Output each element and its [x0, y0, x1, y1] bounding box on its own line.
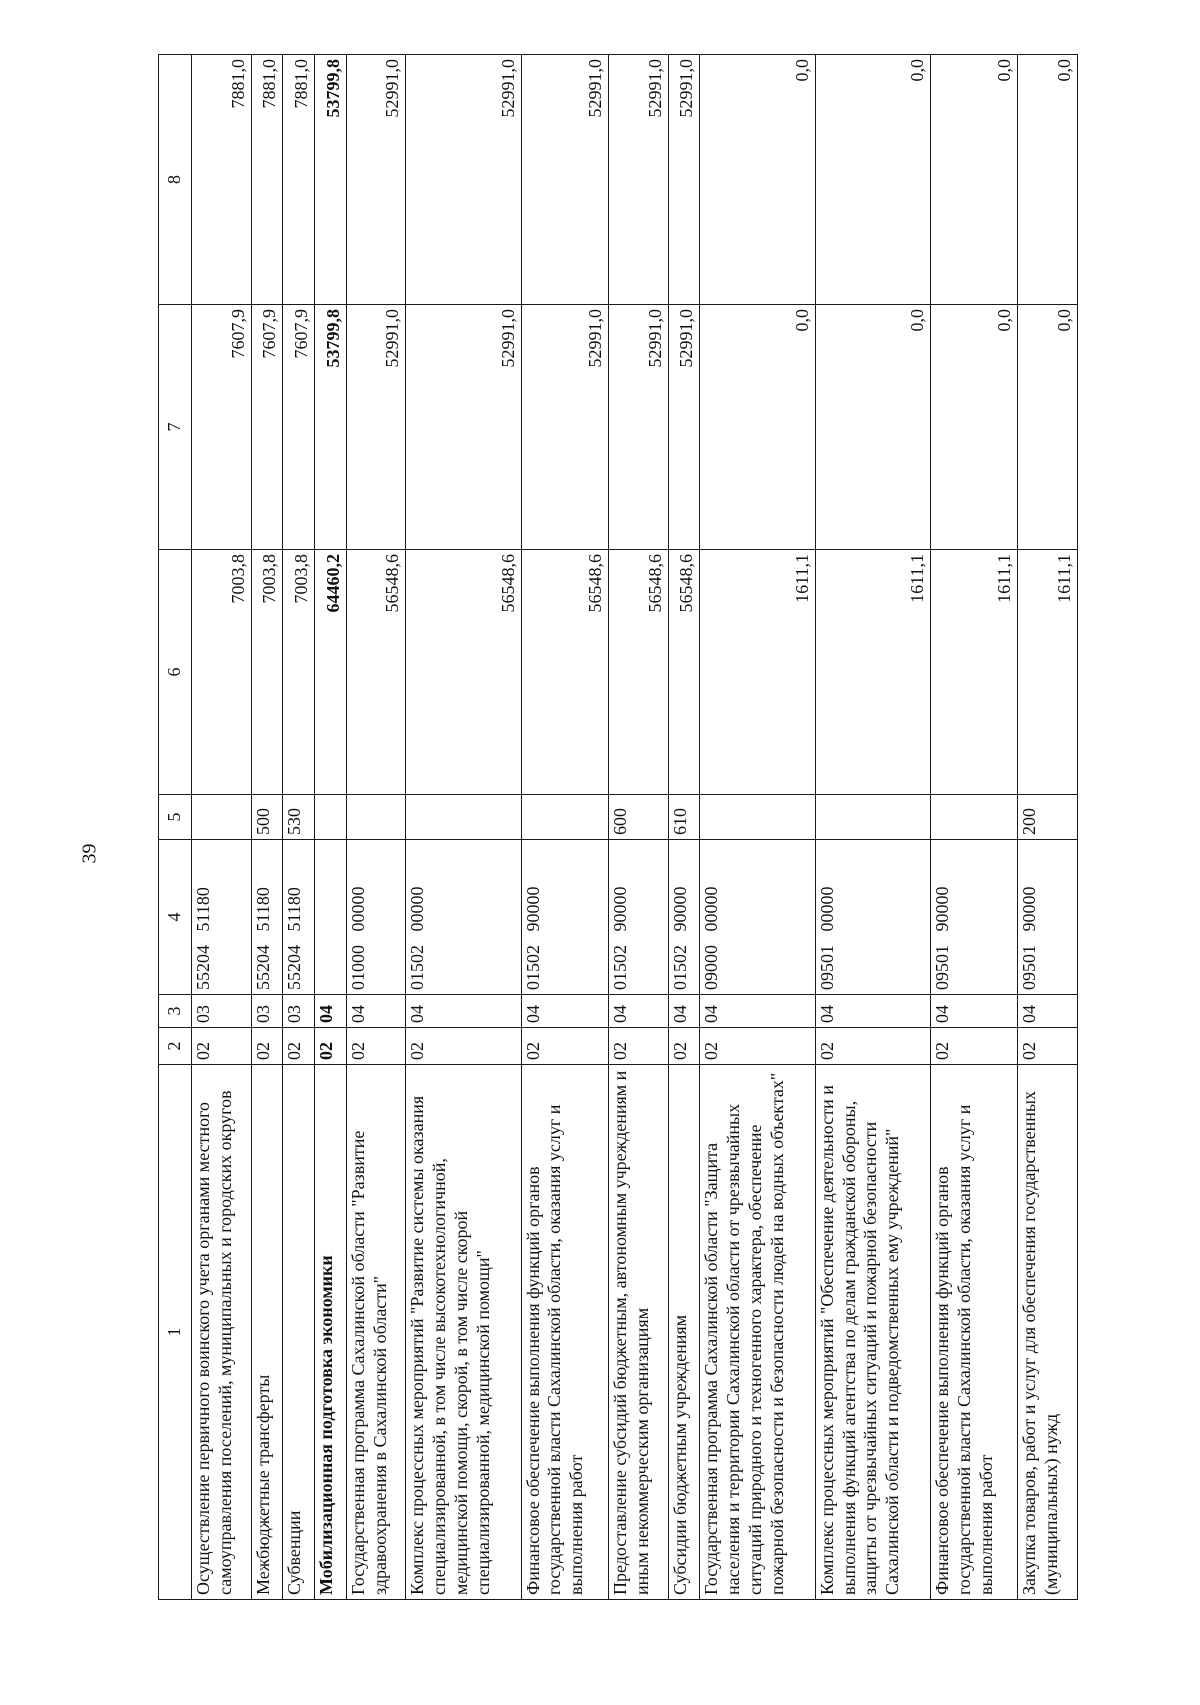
- row-col2-cell: 02: [608, 1028, 668, 1065]
- row-col4-cell: 01502 90000: [608, 840, 668, 995]
- table-row: [700, 55, 815, 1600]
- row-name-cell: Осуществление первичного воинского учета органами местного самоуправления поселений, муниципальных и городских округов: [192, 1065, 252, 1600]
- header-cell-8: 8: [159, 55, 192, 305]
- row-col6-cell: 64460,2: [314, 550, 346, 795]
- header-row: [159, 55, 192, 1600]
- row-col2-cell: 02: [283, 1028, 315, 1065]
- row-name-cell: Предоставление субсидий бюджетным, автономным учреждениям и иным некоммерческим организациям: [608, 1065, 668, 1600]
- row-col6-cell: 1611,1: [930, 550, 1017, 795]
- row-col4-cell: [314, 840, 346, 995]
- header-cell-1: 1: [159, 1065, 192, 1600]
- row-col7-cell: 0,0: [700, 305, 815, 550]
- row-col8-cell: 0,0: [930, 55, 1017, 305]
- table-row: [930, 55, 1017, 1600]
- row-col6-cell: 7003,8: [192, 550, 252, 795]
- row-col7-cell: 7607,9: [251, 305, 283, 550]
- row-col7-cell: 52991,0: [406, 305, 521, 550]
- row-col4-cell: 09501 90000: [1018, 840, 1078, 995]
- table-row: [283, 55, 315, 1600]
- row-col6-cell: 56548,6: [608, 550, 668, 795]
- header-cell-5: 5: [159, 795, 192, 840]
- row-col6-cell: 1611,1: [1018, 550, 1078, 795]
- row-col5-cell: 610: [668, 795, 700, 840]
- row-col6-cell: 56548,6: [668, 550, 700, 795]
- row-col8-cell: 52991,0: [521, 55, 608, 305]
- table-body: [192, 55, 1078, 1600]
- row-col5-cell: [314, 795, 346, 840]
- row-col4-cell: 01502 90000: [668, 840, 700, 995]
- row-col3-cell: 04: [314, 995, 346, 1028]
- header-cell-6: 6: [159, 550, 192, 795]
- table-row: [346, 55, 406, 1600]
- row-col3-cell: 04: [346, 995, 406, 1028]
- row-col8-cell: 52991,0: [346, 55, 406, 305]
- row-col5-cell: [192, 795, 252, 840]
- row-col8-cell: 52991,0: [668, 55, 700, 305]
- row-col7-cell: 0,0: [930, 305, 1017, 550]
- row-col3-cell: 04: [668, 995, 700, 1028]
- row-col3-cell: 03: [251, 995, 283, 1028]
- rotated-page: [158, 55, 1078, 1600]
- table-row: [521, 55, 608, 1600]
- row-col3-cell: 04: [815, 995, 930, 1028]
- header-cell-2: 2: [159, 1028, 192, 1065]
- row-col8-cell: 7881,0: [192, 55, 252, 305]
- row-col2-cell: 02: [251, 1028, 283, 1065]
- row-col4-cell: 55204 51180: [251, 840, 283, 995]
- row-col8-cell: 7881,0: [283, 55, 315, 305]
- row-col4-cell: 55204 51180: [192, 840, 252, 995]
- budget-table: [158, 54, 1078, 1600]
- row-col2-cell: 02: [700, 1028, 815, 1065]
- row-col8-cell: 0,0: [1018, 55, 1078, 305]
- row-col2-cell: 02: [406, 1028, 521, 1065]
- row-col5-cell: [521, 795, 608, 840]
- row-col3-cell: 04: [608, 995, 668, 1028]
- row-col8-cell: 0,0: [700, 55, 815, 305]
- row-col2-cell: 02: [346, 1028, 406, 1065]
- row-name-cell: Финансовое обеспечение выполнения функций органов государственной власти Сахалинской области, оказания услуг и выполнения работ: [521, 1065, 608, 1600]
- row-col5-cell: 600: [608, 795, 668, 840]
- row-col5-cell: [815, 795, 930, 840]
- row-col7-cell: 7607,9: [283, 305, 315, 550]
- row-col7-cell: 7607,9: [192, 305, 252, 550]
- row-col3-cell: 04: [700, 995, 815, 1028]
- row-col6-cell: 7003,8: [283, 550, 315, 795]
- row-col7-cell: 52991,0: [608, 305, 668, 550]
- row-col2-cell: 02: [930, 1028, 1017, 1065]
- header-cell-3: 3: [159, 995, 192, 1028]
- row-col5-cell: [700, 795, 815, 840]
- table-row: [668, 55, 700, 1600]
- row-name-cell: Комплекс процессных мероприятий "Обеспечение деятельности и выполнения функций агентства по делам гражданской обороны, защиты от чрезвычайных ситуаций и пожарной безопасности Сахалинской области и подведомственных ему учреждений": [815, 1065, 930, 1600]
- row-name-cell: Государственная программа Сахалинской области "Развитие здравоохранения в Сахалинской области": [346, 1065, 406, 1600]
- row-name-cell: Закупка товаров, работ и услуг для обеспечения государственных (муниципальных) нужд: [1018, 1065, 1078, 1600]
- row-col2-cell: 02: [314, 1028, 346, 1065]
- table-row: [192, 55, 252, 1600]
- row-col7-cell: 52991,0: [521, 305, 608, 550]
- row-col4-cell: 09501 90000: [930, 840, 1017, 995]
- row-col3-cell: 04: [521, 995, 608, 1028]
- header-cell-7: 7: [159, 305, 192, 550]
- row-col3-cell: 04: [930, 995, 1017, 1028]
- row-name-cell: Финансовое обеспечение выполнения функций органов государственной власти Сахалинской области, оказания услуг и выполнения работ: [930, 1065, 1017, 1600]
- row-col2-cell: 02: [1018, 1028, 1078, 1065]
- row-col4-cell: 55204 51180: [283, 840, 315, 995]
- table-row: [406, 55, 521, 1600]
- table-row: [314, 55, 346, 1600]
- row-col5-cell: 200: [1018, 795, 1078, 840]
- row-col3-cell: 03: [283, 995, 315, 1028]
- row-col4-cell: 09000 00000: [700, 840, 815, 995]
- table-row: [815, 55, 930, 1600]
- row-col5-cell: 500: [251, 795, 283, 840]
- row-col4-cell: 01502 90000: [521, 840, 608, 995]
- row-col5-cell: [346, 795, 406, 840]
- row-col4-cell: 09501 00000: [815, 840, 930, 995]
- table-row: [1018, 55, 1078, 1600]
- row-name-cell: Межбюджетные трансферты: [251, 1065, 283, 1600]
- row-col3-cell: 04: [1018, 995, 1078, 1028]
- row-col6-cell: 56548,6: [346, 550, 406, 795]
- row-col4-cell: 01502 00000: [406, 840, 521, 995]
- row-col5-cell: 530: [283, 795, 315, 840]
- row-name-cell: Государственная программа Сахалинской области "Защита населения и территории Сахалинской области от чрезвычайных ситуаций природного и техногенного характера, обеспечение пожарной безопасности и безопасности людей на водных объектах": [700, 1065, 815, 1600]
- row-col2-cell: 02: [192, 1028, 252, 1065]
- row-col7-cell: 53799,8: [314, 305, 346, 550]
- table-row: [251, 55, 283, 1600]
- row-col2-cell: 02: [815, 1028, 930, 1065]
- row-col6-cell: 1611,1: [815, 550, 930, 795]
- row-col4-cell: 01000 00000: [346, 840, 406, 995]
- row-col6-cell: 7003,8: [251, 550, 283, 795]
- row-col6-cell: 56548,6: [406, 550, 521, 795]
- row-col8-cell: 52991,0: [406, 55, 521, 305]
- row-name-cell: Субвенции: [283, 1065, 315, 1600]
- row-col8-cell: 53799,8: [314, 55, 346, 305]
- row-col8-cell: 0,0: [815, 55, 930, 305]
- page-number: 39: [78, 843, 101, 864]
- row-col8-cell: 7881,0: [251, 55, 283, 305]
- row-col7-cell: 52991,0: [668, 305, 700, 550]
- row-col5-cell: [930, 795, 1017, 840]
- row-col2-cell: 02: [668, 1028, 700, 1065]
- row-name-cell: Субсидии бюджетным учреждениям: [668, 1065, 700, 1600]
- table-row: [608, 55, 668, 1600]
- row-col2-cell: 02: [521, 1028, 608, 1065]
- row-col7-cell: 52991,0: [346, 305, 406, 550]
- row-col5-cell: [406, 795, 521, 840]
- row-name-cell: Комплекс процессных мероприятий "Развитие системы оказания специализированной, в том числе высокотехнологичной, медицинской помощи, скорой, в том числе скорой специализированной, медицинской помощи": [406, 1065, 521, 1600]
- row-col6-cell: 1611,1: [700, 550, 815, 795]
- row-col8-cell: 52991,0: [608, 55, 668, 305]
- row-col6-cell: 56548,6: [521, 550, 608, 795]
- row-col7-cell: 0,0: [1018, 305, 1078, 550]
- header-cell-4: 4: [159, 840, 192, 995]
- row-name-cell: Мобилизационная подготовка экономики: [314, 1065, 346, 1600]
- row-col3-cell: 03: [192, 995, 252, 1028]
- row-col3-cell: 04: [406, 995, 521, 1028]
- row-col7-cell: 0,0: [815, 305, 930, 550]
